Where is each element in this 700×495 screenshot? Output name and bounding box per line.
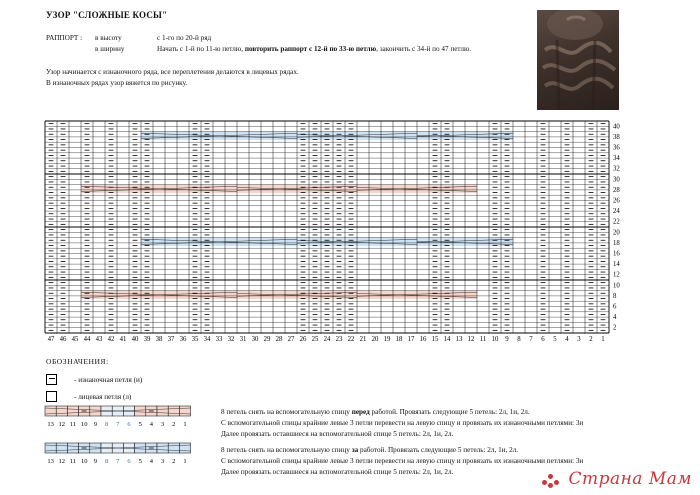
column-label: 35 <box>191 336 199 343</box>
column-label: 46 <box>59 336 67 343</box>
cable-number: 5 <box>138 458 142 465</box>
column-label: 19 <box>383 336 391 343</box>
cable-number: 8 <box>104 458 109 465</box>
column-label: 4 <box>565 336 569 343</box>
row-label: 30 <box>613 176 620 184</box>
column-label: 38 <box>155 336 163 343</box>
rapport-height-label: в высоту <box>95 34 122 42</box>
note-1: Узор начинается с изнаночного ряда, все переплетения делаются в лицевых рядах. <box>46 68 299 76</box>
column-label: 2 <box>589 336 593 343</box>
rapport-width-label: в ширину <box>95 45 125 53</box>
column-label: 33 <box>215 336 223 343</box>
cable-number: 12 <box>58 458 66 465</box>
column-label: 10 <box>491 336 499 343</box>
row-label: 24 <box>613 208 620 216</box>
column-label: 14 <box>443 336 451 343</box>
cable-number: 3 <box>160 458 165 465</box>
cable-number: 4 <box>149 458 154 465</box>
page-title: УЗОР "СЛОЖНЫЕ КОСЫ" <box>46 10 168 20</box>
row-label: 34 <box>613 155 620 163</box>
column-label: 39 <box>143 336 151 343</box>
cable1-line3: Далее провязать оставшиеся на вспомогательной спице 5 петель: 2л, 1и, 2л. <box>221 430 454 438</box>
watermark-logo-icon <box>540 472 566 488</box>
column-label: 31 <box>239 336 247 343</box>
cable-number: 7 <box>116 458 120 465</box>
cable-number: 10 <box>80 458 88 465</box>
cable-number: 12 <box>58 421 66 428</box>
row-label: 12 <box>613 271 620 279</box>
column-label: 30 <box>251 336 259 343</box>
cable-number: 1 <box>183 458 187 465</box>
cable-number: 3 <box>160 421 165 428</box>
cable-number: 2 <box>172 421 176 428</box>
purl-symbol-icon <box>46 374 57 385</box>
cable-back-symbol <box>44 442 194 466</box>
row-label: 40 <box>613 123 620 131</box>
column-label: 22 <box>347 336 355 343</box>
column-label: 43 <box>95 336 103 343</box>
cable-number: 10 <box>80 421 88 428</box>
cable-number: 9 <box>93 458 98 465</box>
legend-purl-text: - изнаночная петля (и) <box>74 376 143 384</box>
column-label: 11 <box>479 336 487 343</box>
column-label: 3 <box>577 336 581 343</box>
row-label: 26 <box>613 197 620 205</box>
cable-number: 13 <box>47 458 54 465</box>
rapport-label: РАППОРТ : <box>46 34 83 42</box>
column-label: 28 <box>275 336 283 343</box>
cable-cross-pink <box>81 185 237 193</box>
cable-front-symbol <box>44 405 194 429</box>
column-label: 5 <box>553 336 557 343</box>
column-label: 41 <box>119 336 127 343</box>
rapport-height-value: с 1-го по 20-й ряд <box>157 34 212 42</box>
cable-cross-blue <box>141 238 297 246</box>
cable-number: 6 <box>127 458 131 465</box>
knitted-sweater-photo <box>537 10 619 110</box>
column-label: 32 <box>227 336 235 343</box>
knit-symbol-icon <box>46 391 57 402</box>
knitting-chart <box>40 118 680 350</box>
column-label: 7 <box>529 336 533 343</box>
column-label: 42 <box>107 336 115 343</box>
sweater-texture-icon <box>537 10 619 110</box>
column-label: 24 <box>323 336 331 343</box>
cable-number: 2 <box>172 458 176 465</box>
column-label: 1 <box>601 336 605 343</box>
cable-number: 8 <box>104 421 109 428</box>
cable-number: 11 <box>69 458 77 465</box>
row-label: 38 <box>613 133 620 141</box>
row-label: 8 <box>613 292 617 300</box>
column-label: 34 <box>203 336 211 343</box>
column-label: 47 <box>47 336 55 343</box>
column-label: 15 <box>431 336 439 343</box>
column-label: 16 <box>419 336 427 343</box>
column-label: 27 <box>287 336 295 343</box>
row-label: 28 <box>613 186 620 194</box>
column-label: 44 <box>83 336 91 343</box>
column-label: 37 <box>167 336 175 343</box>
note-2: В изнаночных рядах узор вяжется по рисунку. <box>46 79 188 87</box>
column-label: 20 <box>371 336 379 343</box>
row-label: 32 <box>613 165 620 173</box>
column-label: 26 <box>299 336 307 343</box>
cable1-line2: С вспомогательной спицы крайние левые 3 петли перевести на левую спицу и провязать их изнаночными петлями: 3и <box>221 419 584 427</box>
cable2-line3: Далее провязать оставшиеся на вспомогательной спице 5 петель: 2л, 1и, 2л. <box>221 468 454 476</box>
row-label: 16 <box>613 250 620 258</box>
row-label: 18 <box>613 239 620 247</box>
cable-cross-blue <box>141 132 297 140</box>
cable1-line1: 8 петель снять на вспомогательную спицу перед работой. Провязать следующие 5 петель: 2л, 1и, 2л. <box>221 408 530 416</box>
column-label: 25 <box>311 336 319 343</box>
column-label: 6 <box>541 336 545 343</box>
column-label: 8 <box>517 336 521 343</box>
column-label: 18 <box>395 336 403 343</box>
column-label: 17 <box>407 336 415 343</box>
row-label: 10 <box>613 282 620 290</box>
column-label: 29 <box>263 336 271 343</box>
column-label: 40 <box>131 336 139 343</box>
row-label: 20 <box>613 229 620 237</box>
rapport-width-value: Начать с 1-й по 11-ю петлю, повторить раппорт с 12-й по 33-ю петлю, закончить с 34-й по 47 петлю. <box>157 45 472 53</box>
row-label: 36 <box>613 144 620 152</box>
row-label: 4 <box>613 314 617 322</box>
column-label: 12 <box>467 336 475 343</box>
row-label: 2 <box>613 324 617 332</box>
cable-number: 5 <box>138 421 142 428</box>
cable-number: 9 <box>93 421 98 428</box>
legend-heading: ОБОЗНАЧЕНИЯ: <box>46 357 109 366</box>
column-label: 23 <box>335 336 343 343</box>
cable-cross-pink <box>81 291 237 299</box>
cable-number: 6 <box>127 421 131 428</box>
site-watermark: Страна Мам <box>540 469 692 489</box>
cable2-line1: 8 петель снять на вспомогательную спицу за работой. Провязать следующие 5 петель: 2л, 1и, 2л. <box>221 446 519 454</box>
column-label: 45 <box>71 336 79 343</box>
row-label: 6 <box>613 303 617 311</box>
row-label: 22 <box>613 218 620 226</box>
column-label: 13 <box>455 336 463 343</box>
cable-number: 7 <box>116 421 120 428</box>
column-label: 9 <box>505 336 509 343</box>
cable-number: 4 <box>149 421 154 428</box>
cable2-line2: С вспомогательной спицы крайние левые 3 петли перевести на левую спицу и провязать их изнаночными петлями: 3и <box>221 457 584 465</box>
column-label: 36 <box>179 336 187 343</box>
legend-knit-text: - лицевая петля (л) <box>74 393 132 401</box>
cable-number: 13 <box>47 421 54 428</box>
cable-number: 11 <box>69 421 77 428</box>
column-label: 21 <box>359 336 367 343</box>
row-label: 14 <box>613 261 620 269</box>
cable-number: 1 <box>183 421 187 428</box>
